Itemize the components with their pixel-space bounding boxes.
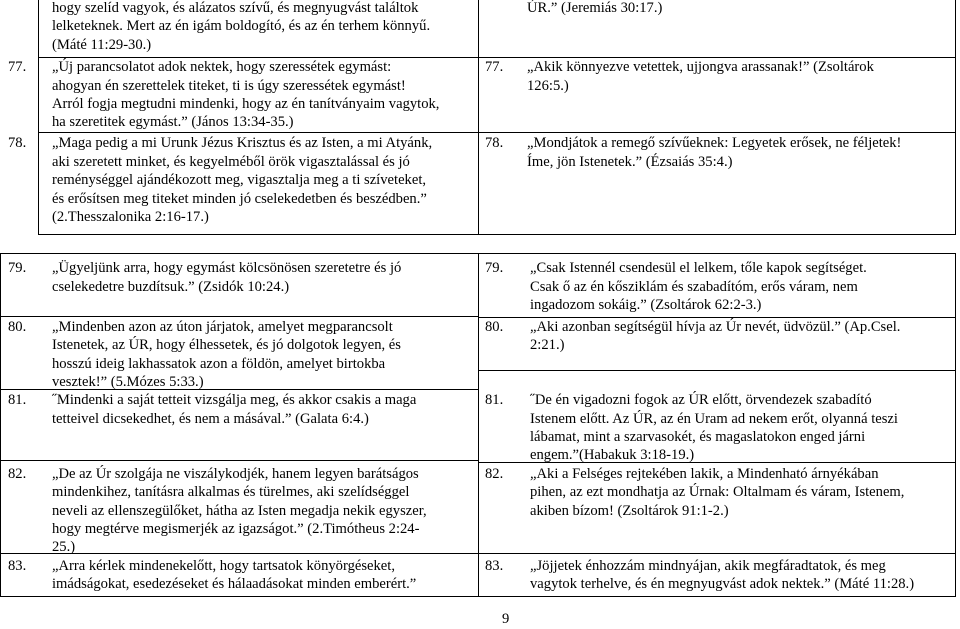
verse-line: ahogyan én szerettelek titeket, ti is úgy szeressétek egymást!: [52, 78, 406, 94]
verse-line: Íme, jön Istenetek.” (Ézsaiás 35:4.): [527, 154, 733, 170]
item-number: 82.: [8, 466, 27, 482]
page-number: 9: [502, 611, 510, 627]
verse-line: 126:5.): [527, 78, 569, 94]
verse-line: Istenetek, az ÚR, hogy élhessetek, és jó dolgotok legyen, és: [52, 337, 401, 353]
verse-line: „De az Úr szolgája ne viszálykodjék, hanem legyen barátságos: [52, 466, 419, 482]
top-row-rule-78-left: [38, 132, 478, 133]
verse-line: 25.): [52, 539, 76, 555]
item-number: 77.: [8, 59, 27, 75]
top-right-cont-line: ÚR.” (Jeremiás 30:17.): [527, 0, 663, 16]
verse-line: ingadozom sokáig.” (Zsoltárok 62:2-3.): [530, 297, 762, 313]
item-number: 78.: [485, 135, 504, 151]
verse-line: pihen, az ezt mondhatja az Úrnak: Oltalmam és váram, Istenem,: [530, 484, 905, 500]
bottom-table-divider: [478, 253, 479, 597]
item-number: 80.: [8, 319, 27, 335]
verse-line: „Új parancsolatot adok nektek, hogy szeressétek egymást:: [52, 59, 392, 75]
item-number: 79.: [8, 260, 27, 276]
top-left-cont-line: hogy szelíd vagyok, és alázatos szívű, és megnyugvást találtok: [52, 0, 419, 16]
verse-line: Arról fogja megtudni mindenki, hogy az én tanítványaim vagytok,: [52, 96, 440, 112]
verse-line: Istenem előtt. Az ÚR, az én Uram ad nekem erőt, olyanná teszi: [530, 411, 898, 427]
verse-line: vagytok terhelve, és én megnyugvást adok nektek.” (Máté 11:28.): [530, 576, 915, 592]
verse-line: ha szeretitek egymást.” (János 13:34-35.): [52, 114, 294, 130]
item-number: 83.: [8, 558, 27, 574]
verse-line: ˝De én vigadozni fogok az ÚR előtt, örvendezek szabadító: [530, 392, 872, 408]
verse-line: reménységgel ajándékozott meg, vigasztalja meg a ti szíveteket,: [52, 172, 427, 188]
bottom-right-row-rule: [478, 370, 956, 371]
verse-line: „Akik könnyezve vetettek, ujjongva arassanak!” (Zsoltárok: [527, 59, 874, 75]
verse-line: tetteivel dicsekedhet, és nem a másával.” (Galata 6:4.): [52, 411, 369, 427]
verse-line: aki szeretett minket, és kegyelméből örök vigasztalással és jó: [52, 154, 410, 170]
top-left-cont-line: (Máté 11:29-30.): [52, 37, 152, 53]
item-number: 81.: [8, 392, 27, 408]
verse-line: hosszú ideig lakhassatok azon a földön, amelyet birtokba: [52, 356, 386, 372]
verse-line: akiben bízom! (Zsoltárok 91:1-2.): [530, 503, 729, 519]
verse-line: „Jöjjetek énhozzám mindnyájan, akik megfáradtatok, és meg: [530, 558, 886, 574]
verse-line: Csak ő az én kősziklám és szabadítóm, erős váram, nem: [530, 279, 858, 295]
verse-line: engem.”(Habakuk 3:18-19.): [530, 447, 695, 463]
verse-line: „Mondjátok a remegő szívűeknek: Legyetek erősek, ne féljetek!: [527, 135, 902, 151]
verse-line: „Csak Istennél csendesül el lelkem, tőle kapok segítséget.: [530, 260, 867, 276]
item-number: 77.: [485, 59, 504, 75]
item-number: 79.: [485, 260, 504, 276]
bottom-left-row-rule: [0, 316, 478, 317]
verse-line: mindenkihez, tanításra alkalmas és türelmes, aki szelídséggel: [52, 484, 410, 500]
bottom-left-row-rule: [0, 460, 478, 461]
verse-line: lábamat, mint a szarvasokét, és magaslatokon enged járni: [530, 429, 866, 445]
verse-line: hogy megtérve megismerjék az igazságot.” (2.Timótheus 2:24-: [52, 521, 420, 537]
item-number: 82.: [485, 466, 504, 482]
verse-line: és erősítsen meg titeket minden jó cselekedetben és beszédben.”: [52, 191, 427, 207]
verse-line: imádságokat, esedezéseket és hálaadásokat minden emberért.”: [52, 576, 417, 592]
verse-line: „Aki azonban segítségül hívja az Úr nevét, üdvözül.” (Ap.Csel.: [530, 319, 901, 335]
verse-line: ˝Mindenki a saját tetteit vizsgálja meg, és akkor csakis a maga: [52, 392, 417, 408]
verse-line: „Ügyeljünk arra, hogy egymást kölcsönösen szeretetre és jó: [52, 260, 402, 276]
top-table-divider: [478, 0, 479, 235]
item-number: 78.: [8, 135, 27, 151]
verse-line: (2.Thesszalonika 2:16-17.): [52, 209, 209, 225]
verse-line: „Maga pedig a mi Urunk Jézus Krisztus és az Isten, a mi Atyánk,: [52, 135, 433, 151]
item-number: 83.: [485, 558, 504, 574]
verse-line: „Mindenben azon az úton járjatok, amelyet megparancsolt: [52, 319, 393, 335]
verse-line: cselekedetre buzdítsuk.” (Zsidók 10:24.): [52, 279, 290, 295]
item-number: 80.: [485, 319, 504, 335]
verse-line: 2:21.): [530, 337, 565, 353]
verse-line: vesztek!” (5.Mózes 5:33.): [52, 374, 204, 390]
verse-line: „Arra kérlek mindenekelőtt, hogy tartsatok könyörgéseket,: [52, 558, 395, 574]
item-number: 81.: [485, 392, 504, 408]
top-left-cont-line: lelketeknek. Mert az én igám boldogító, és az én terhem könnyű.: [52, 18, 431, 34]
bottom-right-row-rule: [478, 553, 956, 554]
top-row-rule-78-right: [478, 132, 956, 133]
verse-line: „Aki a Felséges rejtekében lakik, a Mindenható árnyékában: [530, 466, 879, 482]
verse-line: neveli az ellenszegülőket, hátha az Isten megadja nekik egyszer,: [52, 503, 427, 519]
